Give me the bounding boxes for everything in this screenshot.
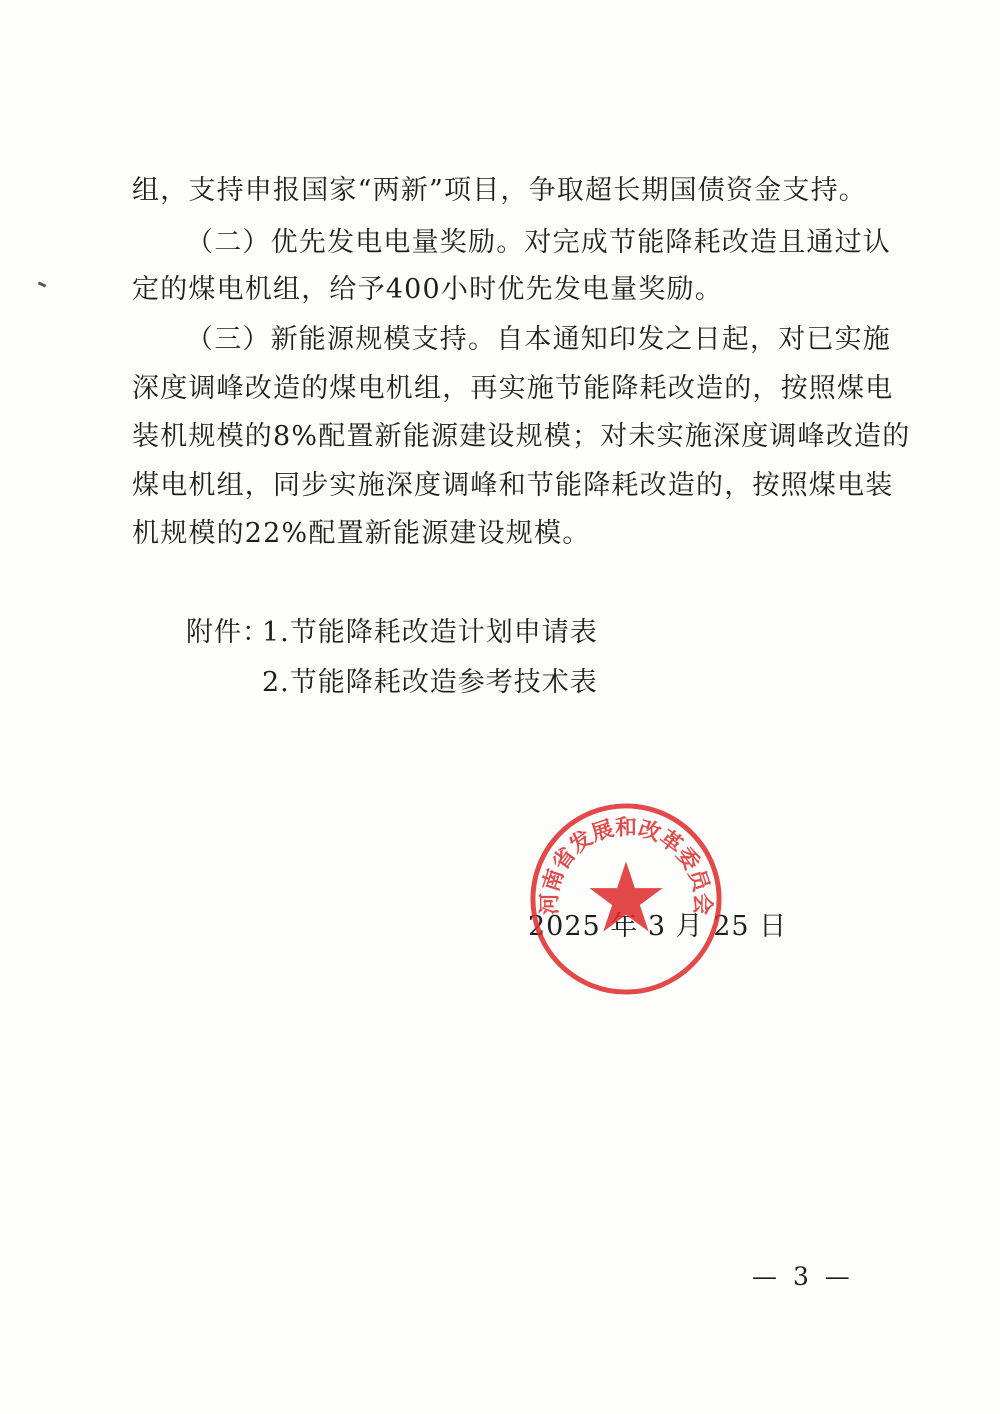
attachment-item-2: 2.节能降耗改造参考技术表 [262,667,598,698]
body-line-6: 装机规模的8%配置新能源建设规模；对未实施深度调峰改造的 [132,421,911,452]
body-line-8: 机规模的22%配置新能源建设规模。 [132,518,591,549]
official-seal [527,800,725,998]
body-line-4: （三）新能源规模支持。自本通知印发之日起，对已实施 [186,324,891,355]
body-line-1: 组，支持申报国家“两新”项目，争取超长期国债资金支持。 [132,175,868,206]
seal-text: 河南省发展和改革委员会 [537,815,715,915]
body-line-5: 深度调峰改造的煤电机组，再实施节能降耗改造的，按照煤电 [132,373,894,404]
scan-speck [38,281,47,287]
body-line-2: （二）优先发电电量奖励。对完成节能降耗改造且通过认 [186,227,891,258]
page-number: — 3 — [752,1262,854,1291]
issue-date: 2025 年 3 月 25 日 [528,911,788,942]
attachment-item-1: 1.节能降耗改造计划申请表 [262,617,598,648]
body-line-7: 煤电机组，同步实施深度调峰和节能降耗改造的，按照煤电装 [132,470,894,501]
star-icon [589,861,662,931]
body-line-3: 定的煤电机组，给予400小时优先发电量奖励。 [132,274,723,305]
attachment-label: 附件： [186,617,270,648]
